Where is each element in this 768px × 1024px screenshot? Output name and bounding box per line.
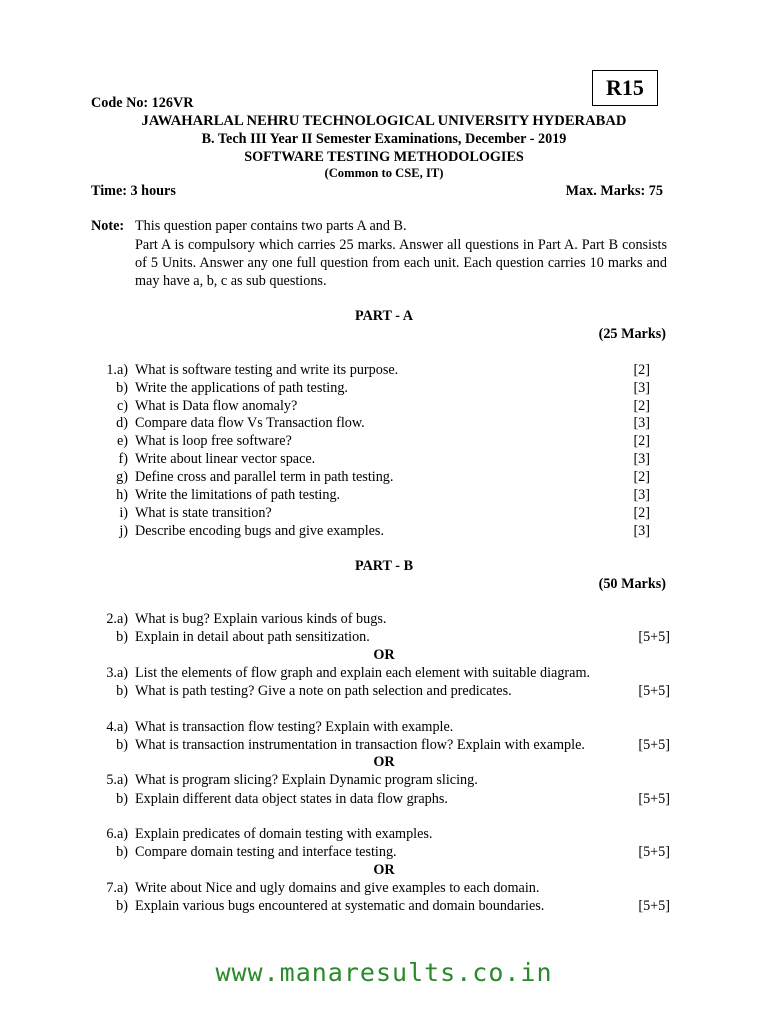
question-text: Explain different data object states in data flow graphs. <box>135 791 448 807</box>
question-text: What is software testing and write its purpose. <box>135 362 399 378</box>
question-text: Define cross and parallel term in path testing. <box>135 469 394 485</box>
question-row <box>80 736 670 754</box>
question-marks: [5+5] <box>638 737 670 753</box>
question-marks: [5+5] <box>638 683 670 699</box>
question-text: List the elements of flow graph and explain each element with suitable diagram. <box>135 665 591 681</box>
part-b-title: PART - B <box>354 558 414 574</box>
question-marks: [5+5] <box>638 898 670 914</box>
question-number: 1.a) <box>106 362 128 378</box>
question-number: b) <box>116 683 128 699</box>
question-row <box>80 790 670 808</box>
question-row <box>80 879 670 897</box>
question-row <box>80 486 670 504</box>
question-text: What is state transition? <box>135 505 272 521</box>
question-row <box>80 522 670 540</box>
question-row <box>80 718 670 736</box>
question-marks: [2] <box>633 469 650 485</box>
question-row <box>80 843 670 861</box>
question-marks: [2] <box>633 433 650 449</box>
question-number: 5.a) <box>106 772 128 788</box>
question-number: c) <box>116 398 128 414</box>
question-number: d) <box>116 415 128 431</box>
question-marks: [3] <box>633 523 650 539</box>
website-link[interactable]: www.manaresults.co.in <box>215 958 553 987</box>
question-row <box>80 361 670 379</box>
question-row <box>80 897 670 915</box>
question-marks: [5+5] <box>638 844 670 860</box>
question-marks: [3] <box>633 487 650 503</box>
question-text: What is bug? Explain various kinds of bugs. <box>135 611 387 627</box>
question-row <box>80 468 670 486</box>
question-row <box>80 379 670 397</box>
paper-code: Code No: 126VR <box>91 95 194 111</box>
question-number: i) <box>119 505 128 521</box>
exam-title: B. Tech III Year II Semester Examinations, December - 2019 <box>201 131 567 147</box>
question-number: 2.a) <box>106 611 128 627</box>
question-marks: [3] <box>633 415 650 431</box>
question-text: What is program slicing? Explain Dynamic program slicing. <box>135 772 478 788</box>
question-number: b) <box>116 737 128 753</box>
question-text: What is Data flow anomaly? <box>135 398 298 414</box>
note-line: This question paper contains two parts A and B. <box>135 218 407 234</box>
question-row <box>80 628 670 646</box>
question-number: 6.a) <box>106 826 128 842</box>
note-label: Note: <box>91 218 125 234</box>
or-separator: OR <box>373 862 395 878</box>
question-text: Write the limitations of path testing. <box>135 487 341 503</box>
question-text: Explain various bugs encountered at systematic and domain boundaries. <box>135 898 545 914</box>
or-separator: OR <box>373 647 395 663</box>
question-number: 4.a) <box>106 719 128 735</box>
question-number: b) <box>116 629 128 645</box>
question-row <box>80 414 670 432</box>
question-text: Write the applications of path testing. <box>135 380 348 396</box>
question-text: Write about linear vector space. <box>135 451 316 467</box>
question-marks: [2] <box>633 505 650 521</box>
question-text: Write about Nice and ugly domains and give examples to each domain. <box>135 880 540 896</box>
question-marks: [5+5] <box>638 791 670 807</box>
question-text: What is transaction instrumentation in transaction flow? Explain with example. <box>135 737 585 753</box>
part-a-marks: (25 Marks) <box>598 326 666 342</box>
question-row <box>80 682 670 700</box>
question-row <box>80 432 670 450</box>
question-marks: [2] <box>633 362 650 378</box>
question-number: g) <box>116 469 128 485</box>
regulation-box: R15 <box>592 70 658 106</box>
part-a-title: PART - A <box>354 308 414 324</box>
question-number: j) <box>119 523 128 539</box>
question-number: b) <box>116 380 128 396</box>
question-text: What is transaction flow testing? Explain with example. <box>135 719 454 735</box>
question-number: h) <box>116 487 128 503</box>
question-text: Compare data flow Vs Transaction flow. <box>135 415 365 431</box>
question-text: Explain in detail about path sensitization. <box>135 629 370 645</box>
question-row <box>80 397 670 415</box>
question-row <box>80 825 670 843</box>
question-marks: [3] <box>633 380 650 396</box>
question-row <box>80 504 670 522</box>
time-allowed: Time: 3 hours <box>91 183 176 199</box>
common-to: (Common to CSE, IT) <box>324 166 444 180</box>
question-number: f) <box>118 451 128 467</box>
question-marks: [2] <box>633 398 650 414</box>
or-separator: OR <box>373 754 395 770</box>
part-b-marks: (50 Marks) <box>598 576 666 592</box>
max-marks: Max. Marks: 75 <box>565 183 663 199</box>
question-text: What is path testing? Give a note on path selection and predicates. <box>135 683 512 699</box>
question-text: Describe encoding bugs and give examples. <box>135 523 384 539</box>
question-number: b) <box>116 898 128 914</box>
question-text: Explain predicates of domain testing with examples. <box>135 826 433 842</box>
question-row <box>80 450 670 468</box>
question-row <box>80 610 670 628</box>
question-number: e) <box>116 433 128 449</box>
question-marks: [3] <box>633 451 650 467</box>
question-row <box>80 664 670 682</box>
question-number: b) <box>116 844 128 860</box>
note-paragraph: Part A is compulsory which carries 25 marks. Answer all questions in Part A. Part B consists of 5 Units. Answer any one full question from each unit. Each question carries 10 marks and may have a, b, c as sub questions. <box>135 237 667 289</box>
question-number: 7.a) <box>106 880 128 896</box>
question-marks: [5+5] <box>638 629 670 645</box>
question-text: What is loop free software? <box>135 433 292 449</box>
question-text: Compare domain testing and interface testing. <box>135 844 397 860</box>
university-name: JAWAHARLAL NEHRU TECHNOLOGICAL UNIVERSITY HYDERABAD <box>141 113 627 129</box>
subject-title: SOFTWARE TESTING METHODOLOGIES <box>244 149 524 165</box>
question-number: b) <box>116 791 128 807</box>
question-row <box>80 771 670 789</box>
question-number: 3.a) <box>106 665 128 681</box>
